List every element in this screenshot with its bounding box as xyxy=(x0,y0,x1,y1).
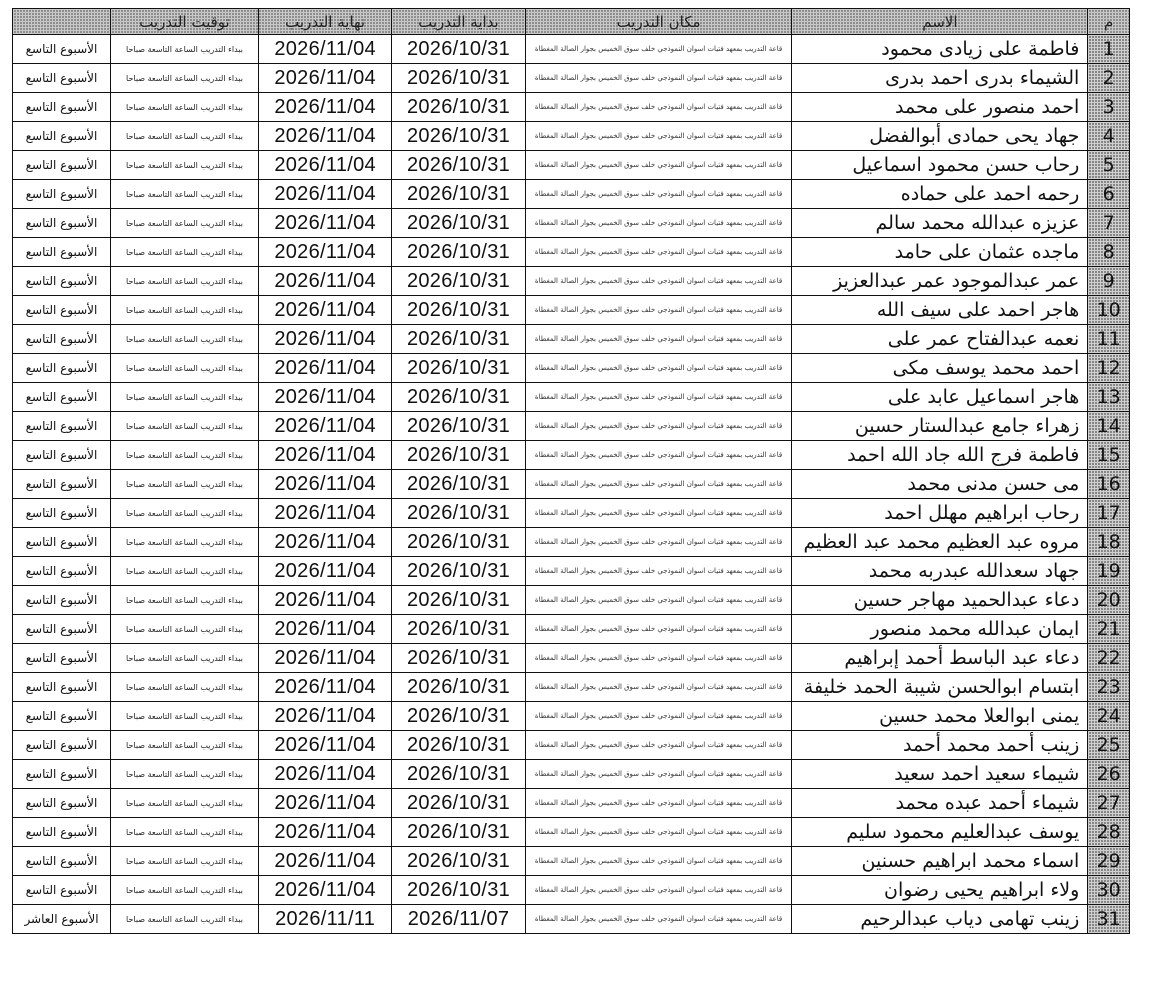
table-row xyxy=(13,470,1130,499)
row-number: 7 xyxy=(1088,209,1130,238)
table-body xyxy=(13,35,1130,934)
row-number: 5 xyxy=(1088,151,1130,180)
row-number: 2 xyxy=(1088,64,1130,93)
training-end-date: 2026/11/04 xyxy=(258,180,391,209)
training-time: ببداء التدريب الساعة التاسعة صباحا xyxy=(111,470,259,499)
table-row xyxy=(13,325,1130,354)
trainee-name: عزيزه عبدالله محمد سالم xyxy=(792,209,1088,238)
trainee-name: مى حسن مدنى محمد xyxy=(792,470,1088,499)
row-number: 24 xyxy=(1088,702,1130,731)
training-place: قاعة التدريب بمعهد فتيات اسوان النموذجي خلف سوق الخميس بجوار الصالة المغطاة xyxy=(525,760,792,789)
trainee-name: احمد منصور على محمد xyxy=(792,93,1088,122)
training-week: الأسبوع التاسع xyxy=(13,64,111,93)
training-start-date: 2026/10/31 xyxy=(392,557,525,586)
training-time: ببداء التدريب الساعة التاسعة صباحا xyxy=(111,905,259,934)
row-number: 10 xyxy=(1088,296,1130,325)
training-week: الأسبوع التاسع xyxy=(13,441,111,470)
training-schedule-sheet xyxy=(12,8,1130,934)
training-place: قاعة التدريب بمعهد فتيات اسوان النموذجي خلف سوق الخميس بجوار الصالة المغطاة xyxy=(525,267,792,296)
row-number: 23 xyxy=(1088,673,1130,702)
trainee-name: عمر عبدالموجود عمر عبدالعزيز xyxy=(792,267,1088,296)
training-end-date: 2026/11/04 xyxy=(258,383,391,412)
table-row xyxy=(13,876,1130,905)
training-time: ببداء التدريب الساعة التاسعة صباحا xyxy=(111,35,259,64)
row-number: 6 xyxy=(1088,180,1130,209)
training-time: ببداء التدريب الساعة التاسعة صباحا xyxy=(111,122,259,151)
trainee-name: ابتسام ابوالحسن شيبة الحمد خليفة xyxy=(792,673,1088,702)
trainee-name: احمد محمد يوسف مكى xyxy=(792,354,1088,383)
training-time: ببداء التدريب الساعة التاسعة صباحا xyxy=(111,296,259,325)
table-row xyxy=(13,847,1130,876)
training-place: قاعة التدريب بمعهد فتيات اسوان النموذجي خلف سوق الخميس بجوار الصالة المغطاة xyxy=(525,122,792,151)
training-place: قاعة التدريب بمعهد فتيات اسوان النموذجي خلف سوق الخميس بجوار الصالة المغطاة xyxy=(525,702,792,731)
training-place: قاعة التدريب بمعهد فتيات اسوان النموذجي خلف سوق الخميس بجوار الصالة المغطاة xyxy=(525,644,792,673)
trainee-name: رحمه احمد على حماده xyxy=(792,180,1088,209)
training-week: الأسبوع العاشر xyxy=(13,905,111,934)
trainee-name: مروه عبد العظيم محمد عبد العظيم xyxy=(792,528,1088,557)
training-end-date: 2026/11/04 xyxy=(258,35,391,64)
training-week: الأسبوع التاسع xyxy=(13,412,111,441)
training-week: الأسبوع التاسع xyxy=(13,615,111,644)
training-time: ببداء التدريب الساعة التاسعة صباحا xyxy=(111,325,259,354)
header-name: الاسم xyxy=(792,9,1088,35)
training-place: قاعة التدريب بمعهد فتيات اسوان النموذجي خلف سوق الخميس بجوار الصالة المغطاة xyxy=(525,238,792,267)
trainee-name: جهاد يحى حمادى أبوالفضل xyxy=(792,122,1088,151)
table-row xyxy=(13,354,1130,383)
training-time: ببداء التدريب الساعة التاسعة صباحا xyxy=(111,383,259,412)
training-time: ببداء التدريب الساعة التاسعة صباحا xyxy=(111,354,259,383)
training-time: ببداء التدريب الساعة التاسعة صباحا xyxy=(111,644,259,673)
trainee-name: شيماء أحمد عبده محمد xyxy=(792,789,1088,818)
trainee-name: يوسف عبدالعليم محمود سليم xyxy=(792,818,1088,847)
table-row xyxy=(13,528,1130,557)
table-row xyxy=(13,151,1130,180)
training-start-date: 2026/10/31 xyxy=(392,644,525,673)
training-time: ببداء التدريب الساعة التاسعة صباحا xyxy=(111,731,259,760)
training-week: الأسبوع التاسع xyxy=(13,209,111,238)
header-num: م xyxy=(1088,9,1130,35)
table-row xyxy=(13,64,1130,93)
training-place: قاعة التدريب بمعهد فتيات اسوان النموذجي خلف سوق الخميس بجوار الصالة المغطاة xyxy=(525,789,792,818)
training-week: الأسبوع التاسع xyxy=(13,354,111,383)
training-place: قاعة التدريب بمعهد فتيات اسوان النموذجي خلف سوق الخميس بجوار الصالة المغطاة xyxy=(525,180,792,209)
training-start-date: 2026/10/31 xyxy=(392,64,525,93)
training-time: ببداء التدريب الساعة التاسعة صباحا xyxy=(111,238,259,267)
training-start-date: 2026/10/31 xyxy=(392,615,525,644)
training-week: الأسبوع التاسع xyxy=(13,470,111,499)
training-place: قاعة التدريب بمعهد فتيات اسوان النموذجي خلف سوق الخميس بجوار الصالة المغطاة xyxy=(525,441,792,470)
training-start-date: 2026/10/31 xyxy=(392,267,525,296)
trainee-name: ولاء ابراهيم يحيى رضوان xyxy=(792,876,1088,905)
training-start-date: 2026/10/31 xyxy=(392,325,525,354)
training-week: الأسبوع التاسع xyxy=(13,528,111,557)
training-place: قاعة التدريب بمعهد فتيات اسوان النموذجي خلف سوق الخميس بجوار الصالة المغطاة xyxy=(525,93,792,122)
training-week: الأسبوع التاسع xyxy=(13,847,111,876)
training-end-date: 2026/11/04 xyxy=(258,354,391,383)
training-week: الأسبوع التاسع xyxy=(13,760,111,789)
trainees-table xyxy=(12,8,1130,934)
header-time: توقيت التدريب xyxy=(111,9,259,35)
training-time: ببداء التدريب الساعة التاسعة صباحا xyxy=(111,64,259,93)
trainee-name: نعمه عبدالفتاح عمر على xyxy=(792,325,1088,354)
training-end-date: 2026/11/04 xyxy=(258,209,391,238)
training-place: قاعة التدريب بمعهد فتيات اسوان النموذجي خلف سوق الخميس بجوار الصالة المغطاة xyxy=(525,209,792,238)
row-number: 11 xyxy=(1088,325,1130,354)
training-week: الأسبوع التاسع xyxy=(13,876,111,905)
training-week: الأسبوع التاسع xyxy=(13,296,111,325)
training-place: قاعة التدريب بمعهد فتيات اسوان النموذجي خلف سوق الخميس بجوار الصالة المغطاة xyxy=(525,557,792,586)
row-number: 25 xyxy=(1088,731,1130,760)
training-time: ببداء التدريب الساعة التاسعة صباحا xyxy=(111,586,259,615)
training-start-date: 2026/10/31 xyxy=(392,818,525,847)
trainee-name: شيماء سعيد احمد سعيد xyxy=(792,760,1088,789)
training-place: قاعة التدريب بمعهد فتيات اسوان النموذجي خلف سوق الخميس بجوار الصالة المغطاة xyxy=(525,499,792,528)
training-end-date: 2026/11/04 xyxy=(258,731,391,760)
training-start-date: 2026/10/31 xyxy=(392,673,525,702)
training-start-date: 2026/10/31 xyxy=(392,702,525,731)
table-row xyxy=(13,296,1130,325)
header-end: نهاية التدريب xyxy=(258,9,391,35)
training-place: قاعة التدريب بمعهد فتيات اسوان النموذجي خلف سوق الخميس بجوار الصالة المغطاة xyxy=(525,296,792,325)
training-place: قاعة التدريب بمعهد فتيات اسوان النموذجي خلف سوق الخميس بجوار الصالة المغطاة xyxy=(525,818,792,847)
table-row xyxy=(13,180,1130,209)
training-start-date: 2026/10/31 xyxy=(392,238,525,267)
training-place: قاعة التدريب بمعهد فتيات اسوان النموذجي خلف سوق الخميس بجوار الصالة المغطاة xyxy=(525,151,792,180)
training-time: ببداء التدريب الساعة التاسعة صباحا xyxy=(111,702,259,731)
trainee-name: دعاء عبد الباسط أحمد إبراهيم xyxy=(792,644,1088,673)
training-week: الأسبوع التاسع xyxy=(13,122,111,151)
training-end-date: 2026/11/04 xyxy=(258,499,391,528)
training-time: ببداء التدريب الساعة التاسعة صباحا xyxy=(111,151,259,180)
training-end-date: 2026/11/04 xyxy=(258,151,391,180)
training-start-date: 2026/10/31 xyxy=(392,93,525,122)
training-end-date: 2026/11/04 xyxy=(258,557,391,586)
training-time: ببداء التدريب الساعة التاسعة صباحا xyxy=(111,412,259,441)
training-end-date: 2026/11/04 xyxy=(258,876,391,905)
training-time: ببداء التدريب الساعة التاسعة صباحا xyxy=(111,876,259,905)
training-start-date: 2026/10/31 xyxy=(392,383,525,412)
trainee-name: رحاب ابراهيم مهلل احمد xyxy=(792,499,1088,528)
table-row xyxy=(13,760,1130,789)
header-row xyxy=(13,9,1130,35)
training-time: ببداء التدريب الساعة التاسعة صباحا xyxy=(111,528,259,557)
row-number: 12 xyxy=(1088,354,1130,383)
header-week xyxy=(13,9,111,35)
table-row xyxy=(13,557,1130,586)
training-start-date: 2026/10/31 xyxy=(392,151,525,180)
row-number: 14 xyxy=(1088,412,1130,441)
table-row xyxy=(13,731,1130,760)
training-week: الأسبوع التاسع xyxy=(13,267,111,296)
trainee-name: اسماء محمد ابراهيم حسنين xyxy=(792,847,1088,876)
table-row xyxy=(13,644,1130,673)
table-row xyxy=(13,905,1130,934)
training-place: قاعة التدريب بمعهد فتيات اسوان النموذجي خلف سوق الخميس بجوار الصالة المغطاة xyxy=(525,383,792,412)
training-place: قاعة التدريب بمعهد فتيات اسوان النموذجي خلف سوق الخميس بجوار الصالة المغطاة xyxy=(525,35,792,64)
training-start-date: 2026/11/07 xyxy=(392,905,525,934)
training-week: الأسبوع التاسع xyxy=(13,93,111,122)
training-end-date: 2026/11/04 xyxy=(258,644,391,673)
training-week: الأسبوع التاسع xyxy=(13,789,111,818)
row-number: 9 xyxy=(1088,267,1130,296)
training-start-date: 2026/10/31 xyxy=(392,528,525,557)
row-number: 21 xyxy=(1088,615,1130,644)
table-row xyxy=(13,441,1130,470)
training-time: ببداء التدريب الساعة التاسعة صباحا xyxy=(111,267,259,296)
table-row xyxy=(13,209,1130,238)
training-start-date: 2026/10/31 xyxy=(392,847,525,876)
training-time: ببداء التدريب الساعة التاسعة صباحا xyxy=(111,180,259,209)
training-end-date: 2026/11/04 xyxy=(258,267,391,296)
training-start-date: 2026/10/31 xyxy=(392,876,525,905)
training-end-date: 2026/11/04 xyxy=(258,789,391,818)
table-row xyxy=(13,122,1130,151)
training-end-date: 2026/11/04 xyxy=(258,847,391,876)
table-row xyxy=(13,789,1130,818)
training-time: ببداء التدريب الساعة التاسعة صباحا xyxy=(111,847,259,876)
training-start-date: 2026/10/31 xyxy=(392,441,525,470)
training-place: قاعة التدريب بمعهد فتيات اسوان النموذجي خلف سوق الخميس بجوار الصالة المغطاة xyxy=(525,325,792,354)
trainee-name: هاجر اسماعيل عابد على xyxy=(792,383,1088,412)
training-end-date: 2026/11/04 xyxy=(258,470,391,499)
training-place: قاعة التدريب بمعهد فتيات اسوان النموذجي خلف سوق الخميس بجوار الصالة المغطاة xyxy=(525,528,792,557)
trainee-name: زينب تهامى دياب عبدالرحيم xyxy=(792,905,1088,934)
table-row xyxy=(13,35,1130,64)
training-end-date: 2026/11/04 xyxy=(258,64,391,93)
training-time: ببداء التدريب الساعة التاسعة صباحا xyxy=(111,557,259,586)
trainee-name: الشيماء بدرى احمد بدرى xyxy=(792,64,1088,93)
training-week: الأسبوع التاسع xyxy=(13,383,111,412)
training-week: الأسبوع التاسع xyxy=(13,151,111,180)
training-end-date: 2026/11/11 xyxy=(258,905,391,934)
training-start-date: 2026/10/31 xyxy=(392,412,525,441)
row-number: 13 xyxy=(1088,383,1130,412)
training-week: الأسبوع التاسع xyxy=(13,818,111,847)
trainee-name: ماجده عثمان على حامد xyxy=(792,238,1088,267)
training-week: الأسبوع التاسع xyxy=(13,731,111,760)
trainee-name: زهراء جامع عبدالستار حسين xyxy=(792,412,1088,441)
training-start-date: 2026/10/31 xyxy=(392,122,525,151)
row-number: 4 xyxy=(1088,122,1130,151)
training-place: قاعة التدريب بمعهد فتيات اسوان النموذجي خلف سوق الخميس بجوار الصالة المغطاة xyxy=(525,354,792,383)
row-number: 18 xyxy=(1088,528,1130,557)
training-time: ببداء التدريب الساعة التاسعة صباحا xyxy=(111,93,259,122)
training-end-date: 2026/11/04 xyxy=(258,93,391,122)
training-start-date: 2026/10/31 xyxy=(392,789,525,818)
training-end-date: 2026/11/04 xyxy=(258,296,391,325)
row-number: 15 xyxy=(1088,441,1130,470)
table-row xyxy=(13,412,1130,441)
training-end-date: 2026/11/04 xyxy=(258,441,391,470)
training-place: قاعة التدريب بمعهد فتيات اسوان النموذجي خلف سوق الخميس بجوار الصالة المغطاة xyxy=(525,64,792,93)
header-place: مكان التدريب xyxy=(525,9,792,35)
row-number: 28 xyxy=(1088,818,1130,847)
training-place: قاعة التدريب بمعهد فتيات اسوان النموذجي خلف سوق الخميس بجوار الصالة المغطاة xyxy=(525,673,792,702)
training-start-date: 2026/10/31 xyxy=(392,354,525,383)
row-number: 30 xyxy=(1088,876,1130,905)
training-time: ببداء التدريب الساعة التاسعة صباحا xyxy=(111,209,259,238)
trainee-name: يمنى ابوالعلا محمد حسين xyxy=(792,702,1088,731)
training-end-date: 2026/11/04 xyxy=(258,760,391,789)
training-end-date: 2026/11/04 xyxy=(258,702,391,731)
training-end-date: 2026/11/04 xyxy=(258,673,391,702)
table-row xyxy=(13,818,1130,847)
training-start-date: 2026/10/31 xyxy=(392,296,525,325)
training-start-date: 2026/10/31 xyxy=(392,586,525,615)
training-week: الأسبوع التاسع xyxy=(13,35,111,64)
training-week: الأسبوع التاسع xyxy=(13,702,111,731)
training-start-date: 2026/10/31 xyxy=(392,35,525,64)
trainee-name: زينب أحمد محمد أحمد xyxy=(792,731,1088,760)
training-time: ببداء التدريب الساعة التاسعة صباحا xyxy=(111,789,259,818)
row-number: 22 xyxy=(1088,644,1130,673)
training-week: الأسبوع التاسع xyxy=(13,238,111,267)
table-row xyxy=(13,267,1130,296)
training-end-date: 2026/11/04 xyxy=(258,412,391,441)
training-time: ببداء التدريب الساعة التاسعة صباحا xyxy=(111,441,259,470)
training-week: الأسبوع التاسع xyxy=(13,673,111,702)
row-number: 1 xyxy=(1088,35,1130,64)
training-end-date: 2026/11/04 xyxy=(258,528,391,557)
training-end-date: 2026/11/04 xyxy=(258,238,391,267)
training-week: الأسبوع التاسع xyxy=(13,586,111,615)
trainee-name: رحاب حسن محمود اسماعيل xyxy=(792,151,1088,180)
training-start-date: 2026/10/31 xyxy=(392,760,525,789)
training-start-date: 2026/10/31 xyxy=(392,209,525,238)
training-week: الأسبوع التاسع xyxy=(13,325,111,354)
training-time: ببداء التدريب الساعة التاسعة صباحا xyxy=(111,760,259,789)
trainee-name: فاطمة على زيادى محمود xyxy=(792,35,1088,64)
training-end-date: 2026/11/04 xyxy=(258,818,391,847)
training-place: قاعة التدريب بمعهد فتيات اسوان النموذجي خلف سوق الخميس بجوار الصالة المغطاة xyxy=(525,876,792,905)
training-week: الأسبوع التاسع xyxy=(13,557,111,586)
table-row xyxy=(13,383,1130,412)
training-place: قاعة التدريب بمعهد فتيات اسوان النموذجي خلف سوق الخميس بجوار الصالة المغطاة xyxy=(525,731,792,760)
trainee-name: جهاد سعدالله عبدربه محمد xyxy=(792,557,1088,586)
row-number: 3 xyxy=(1088,93,1130,122)
table-row xyxy=(13,702,1130,731)
trainee-name: هاجر احمد على سيف الله xyxy=(792,296,1088,325)
row-number: 17 xyxy=(1088,499,1130,528)
trainee-name: فاطمة فرج الله جاد الله احمد xyxy=(792,441,1088,470)
training-week: الأسبوع التاسع xyxy=(13,644,111,673)
table-row xyxy=(13,586,1130,615)
training-start-date: 2026/10/31 xyxy=(392,731,525,760)
trainee-name: ايمان عبدالله محمد منصور xyxy=(792,615,1088,644)
trainee-name: دعاء عبدالحميد مهاجر حسين xyxy=(792,586,1088,615)
table-row xyxy=(13,93,1130,122)
table-row xyxy=(13,238,1130,267)
training-place: قاعة التدريب بمعهد فتيات اسوان النموذجي خلف سوق الخميس بجوار الصالة المغطاة xyxy=(525,412,792,441)
training-time: ببداء التدريب الساعة التاسعة صباحا xyxy=(111,673,259,702)
training-start-date: 2026/10/31 xyxy=(392,470,525,499)
training-end-date: 2026/11/04 xyxy=(258,122,391,151)
table-row xyxy=(13,499,1130,528)
row-number: 26 xyxy=(1088,760,1130,789)
row-number: 29 xyxy=(1088,847,1130,876)
training-place: قاعة التدريب بمعهد فتيات اسوان النموذجي خلف سوق الخميس بجوار الصالة المغطاة xyxy=(525,615,792,644)
row-number: 27 xyxy=(1088,789,1130,818)
training-time: ببداء التدريب الساعة التاسعة صباحا xyxy=(111,818,259,847)
training-end-date: 2026/11/04 xyxy=(258,615,391,644)
training-week: الأسبوع التاسع xyxy=(13,180,111,209)
training-end-date: 2026/11/04 xyxy=(258,325,391,354)
table-row xyxy=(13,673,1130,702)
training-place: قاعة التدريب بمعهد فتيات اسوان النموذجي خلف سوق الخميس بجوار الصالة المغطاة xyxy=(525,847,792,876)
row-number: 31 xyxy=(1088,905,1130,934)
training-end-date: 2026/11/04 xyxy=(258,586,391,615)
training-time: ببداء التدريب الساعة التاسعة صباحا xyxy=(111,499,259,528)
training-time: ببداء التدريب الساعة التاسعة صباحا xyxy=(111,615,259,644)
training-start-date: 2026/10/31 xyxy=(392,499,525,528)
row-number: 16 xyxy=(1088,470,1130,499)
header-start: بداية التدريب xyxy=(392,9,525,35)
row-number: 19 xyxy=(1088,557,1130,586)
training-week: الأسبوع التاسع xyxy=(13,499,111,528)
row-number: 20 xyxy=(1088,586,1130,615)
training-start-date: 2026/10/31 xyxy=(392,180,525,209)
training-place: قاعة التدريب بمعهد فتيات اسوان النموذجي خلف سوق الخميس بجوار الصالة المغطاة xyxy=(525,470,792,499)
table-row xyxy=(13,615,1130,644)
training-place: قاعة التدريب بمعهد فتيات اسوان النموذجي خلف سوق الخميس بجوار الصالة المغطاة xyxy=(525,905,792,934)
training-place: قاعة التدريب بمعهد فتيات اسوان النموذجي خلف سوق الخميس بجوار الصالة المغطاة xyxy=(525,586,792,615)
row-number: 8 xyxy=(1088,238,1130,267)
